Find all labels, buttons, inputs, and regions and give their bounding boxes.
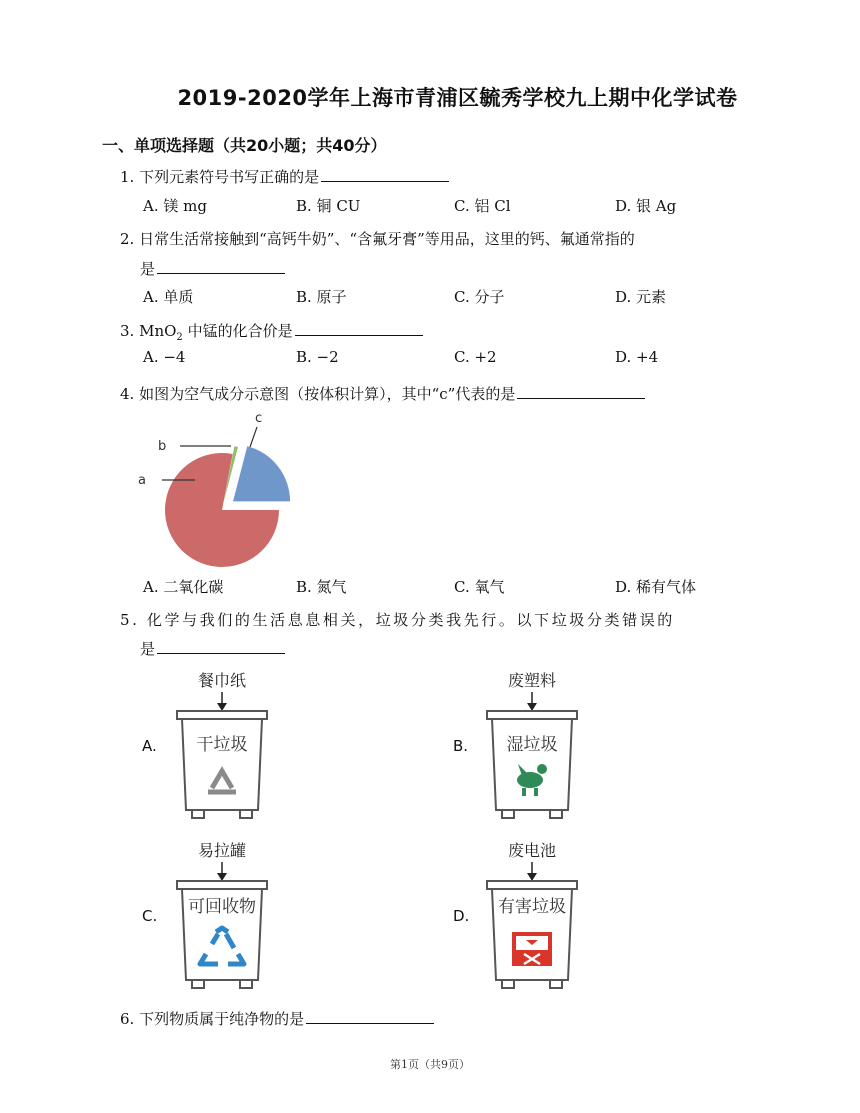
bin-item-label: 易拉罐	[197, 841, 247, 860]
bin-type-label: 可回收物	[188, 897, 256, 917]
option-d[interactable]: D. 银 Ag	[615, 197, 677, 215]
option-a[interactable]: A. 二氧化碳	[143, 578, 224, 596]
label-line-c	[250, 427, 257, 447]
option-c[interactable]: C. +2	[454, 348, 497, 366]
bin-type-label: 干垃圾	[196, 735, 248, 755]
question-number: 4.	[120, 385, 135, 403]
dry-waste-icon	[208, 771, 236, 792]
question-text: 日常生活常接触到“高钙牛奶”、“含氟牙膏”等用品，这里的钙、氟通常指的	[139, 230, 635, 248]
question-5-cont	[140, 636, 285, 661]
question-text-cont: 是	[140, 260, 156, 278]
question-text: 下列元素符号书写正确的是	[139, 168, 320, 186]
option-a[interactable]: A. 镁 mg	[143, 197, 207, 215]
answer-blank[interactable]	[321, 164, 449, 182]
pie-label-c: c	[255, 411, 263, 426]
option-c[interactable]: C. 分子	[454, 288, 505, 306]
question-text: 如图为空气成分示意图（按体积计算），其中“c”代表的是	[139, 385, 516, 403]
option-d[interactable]: D. +4	[615, 348, 659, 366]
option-b[interactable]: B. 原子	[296, 288, 347, 306]
bin-type-label: 有害垃圾	[498, 897, 566, 917]
bin-option-letter-d[interactable]: D.	[453, 907, 470, 925]
question-number: 6.	[120, 1010, 135, 1028]
option-d[interactable]: D. 稀有气体	[615, 578, 697, 596]
question-text: 下列物质属于纯净物的是	[139, 1010, 305, 1028]
recycle-icon	[200, 928, 244, 964]
bin-d[interactable]	[482, 836, 582, 996]
pie-slice-c	[233, 446, 290, 501]
question-text-cont: 是	[140, 640, 156, 658]
answer-blank[interactable]	[295, 318, 423, 336]
question-2-cont	[140, 256, 285, 281]
question-number: 1.	[120, 168, 135, 186]
bin-c[interactable]	[172, 836, 272, 996]
question-5	[120, 608, 675, 632]
air-composition-pie-chart	[130, 405, 310, 575]
option-a[interactable]: A. 单质	[143, 288, 194, 306]
question-number: 5.	[120, 611, 140, 629]
pie-label-a: a	[138, 473, 146, 488]
pie-label-b: b	[158, 439, 167, 454]
option-a[interactable]: A. −4	[143, 348, 186, 366]
page-title: 2019-2020学年上海市青浦区毓秀学校九上期中化学试卷	[177, 86, 738, 110]
question-1	[120, 164, 449, 189]
option-d[interactable]: D. 元素	[615, 288, 667, 306]
question-number: 2.	[120, 230, 135, 248]
question-4	[120, 381, 645, 406]
bin-option-letter-b[interactable]: B.	[453, 737, 469, 755]
wet-waste-icon	[517, 764, 547, 796]
bin-item-label: 废塑料	[507, 671, 557, 690]
option-c[interactable]: C. 铝 Cl	[454, 197, 511, 215]
bin-option-letter-a[interactable]: A.	[142, 737, 157, 755]
question-3	[120, 318, 423, 350]
answer-blank[interactable]	[157, 636, 285, 654]
bin-item-label: 餐巾纸	[197, 671, 247, 690]
bin-option-letter-c[interactable]: C.	[142, 907, 158, 925]
option-b[interactable]: B. 铜 CU	[296, 197, 361, 215]
page-footer: 第1页（共9页）	[390, 1058, 470, 1071]
bin-item-label: 废电池	[507, 841, 557, 860]
question-number: 3.	[120, 322, 135, 340]
bin-type-label: 湿垃圾	[506, 735, 558, 755]
question-text: 化学与我们的生活息息相关，垃圾分类我先行。以下垃圾分类错误的	[146, 611, 675, 629]
question-2	[120, 227, 635, 251]
bin-a[interactable]	[172, 666, 272, 826]
question-6	[120, 1006, 434, 1031]
hazardous-waste-icon	[512, 932, 552, 966]
answer-blank[interactable]	[157, 256, 285, 274]
option-b[interactable]: B. −2	[296, 348, 339, 366]
question-text: 中锰的化合价是	[182, 322, 293, 340]
option-b[interactable]: B. 氮气	[296, 578, 347, 596]
section-heading: 一、单项选择题（共20小题；共40分）	[102, 136, 387, 155]
formula: MnO$_2$	[139, 322, 183, 343]
option-c[interactable]: C. 氧气	[454, 578, 505, 596]
bin-b[interactable]	[482, 666, 582, 826]
answer-blank[interactable]	[517, 381, 645, 399]
answer-blank[interactable]	[306, 1006, 434, 1024]
